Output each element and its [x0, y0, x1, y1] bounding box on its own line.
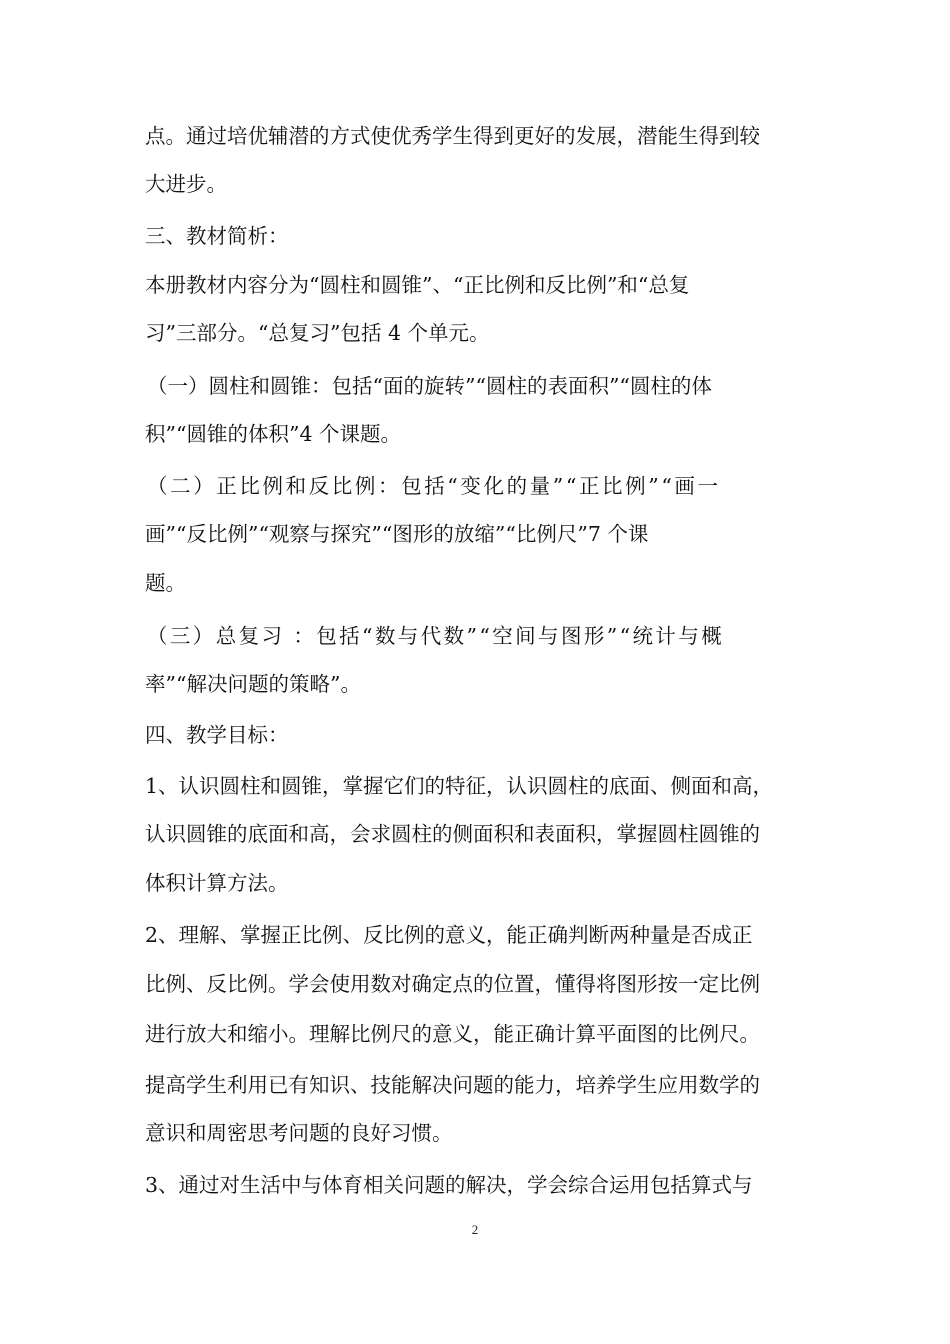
text-line: 比例、反比例。学会使用数对确定点的位置，懂得将图形按一定比例: [145, 972, 760, 996]
text-line: 体积计算方法。: [145, 871, 289, 895]
text-line: 认识圆锥的底面和高，会求圆柱的侧面积和表面积，掌握圆柱圆锥的: [145, 822, 760, 846]
text-line: 点。通过培优辅潜的方式使优秀学生得到更好的发展，潜能生得到较: [145, 124, 760, 148]
section-heading: 四、教学目标：: [145, 723, 289, 747]
text-line: （一）圆柱和圆锥：包括“面的旋转”“圆柱的表面积”“圆柱的体: [147, 374, 712, 398]
text-line: 提高学生利用已有知识、技能解决问题的能力，培养学生应用数学的: [145, 1073, 760, 1097]
section-heading: 三、教材简析：: [145, 224, 289, 248]
text-line: 本册教材内容分为“圆柱和圆锥”、“正比例和反比例”和“总复: [145, 273, 690, 297]
text-line: 1、认识圆柱和圆锥，掌握它们的特征，认识圆柱的底面、侧面和高，: [145, 774, 774, 798]
text-line: 意识和周密思考问题的良好习惯。: [145, 1121, 453, 1145]
text-line: （三）总复习 ：包括“数与代数”“空间与图形”“统计与概: [147, 624, 725, 648]
text-line: 率”“解决问题的策略”。: [145, 672, 361, 696]
text-line: 进行放大和缩小。理解比例尺的意义，能正确计算平面图的比例尺。: [145, 1022, 760, 1046]
text-line: 积”“圆锥的体积”4 个课题。: [145, 422, 401, 446]
text-line: 2、理解、掌握正比例、反比例的意义，能正确判断两种量是否成正: [145, 923, 753, 947]
text-line: （二）正比例和反比例：包括“变化的量”“正比例”“画一: [147, 474, 721, 498]
text-line: 题。: [145, 571, 186, 595]
page-number: 2: [471, 1222, 479, 1237]
text-line: 画”“反比例”“观察与探究”“图形的放缩”“比例尺”7 个课: [145, 522, 649, 546]
text-line: 习”三部分。“总复习”包括 4 个单元。: [145, 321, 490, 345]
text-line: 大进步。: [145, 172, 227, 196]
text-line: 3、通过对生活中与体育相关问题的解决，学会综合运用包括算式与: [145, 1173, 753, 1197]
